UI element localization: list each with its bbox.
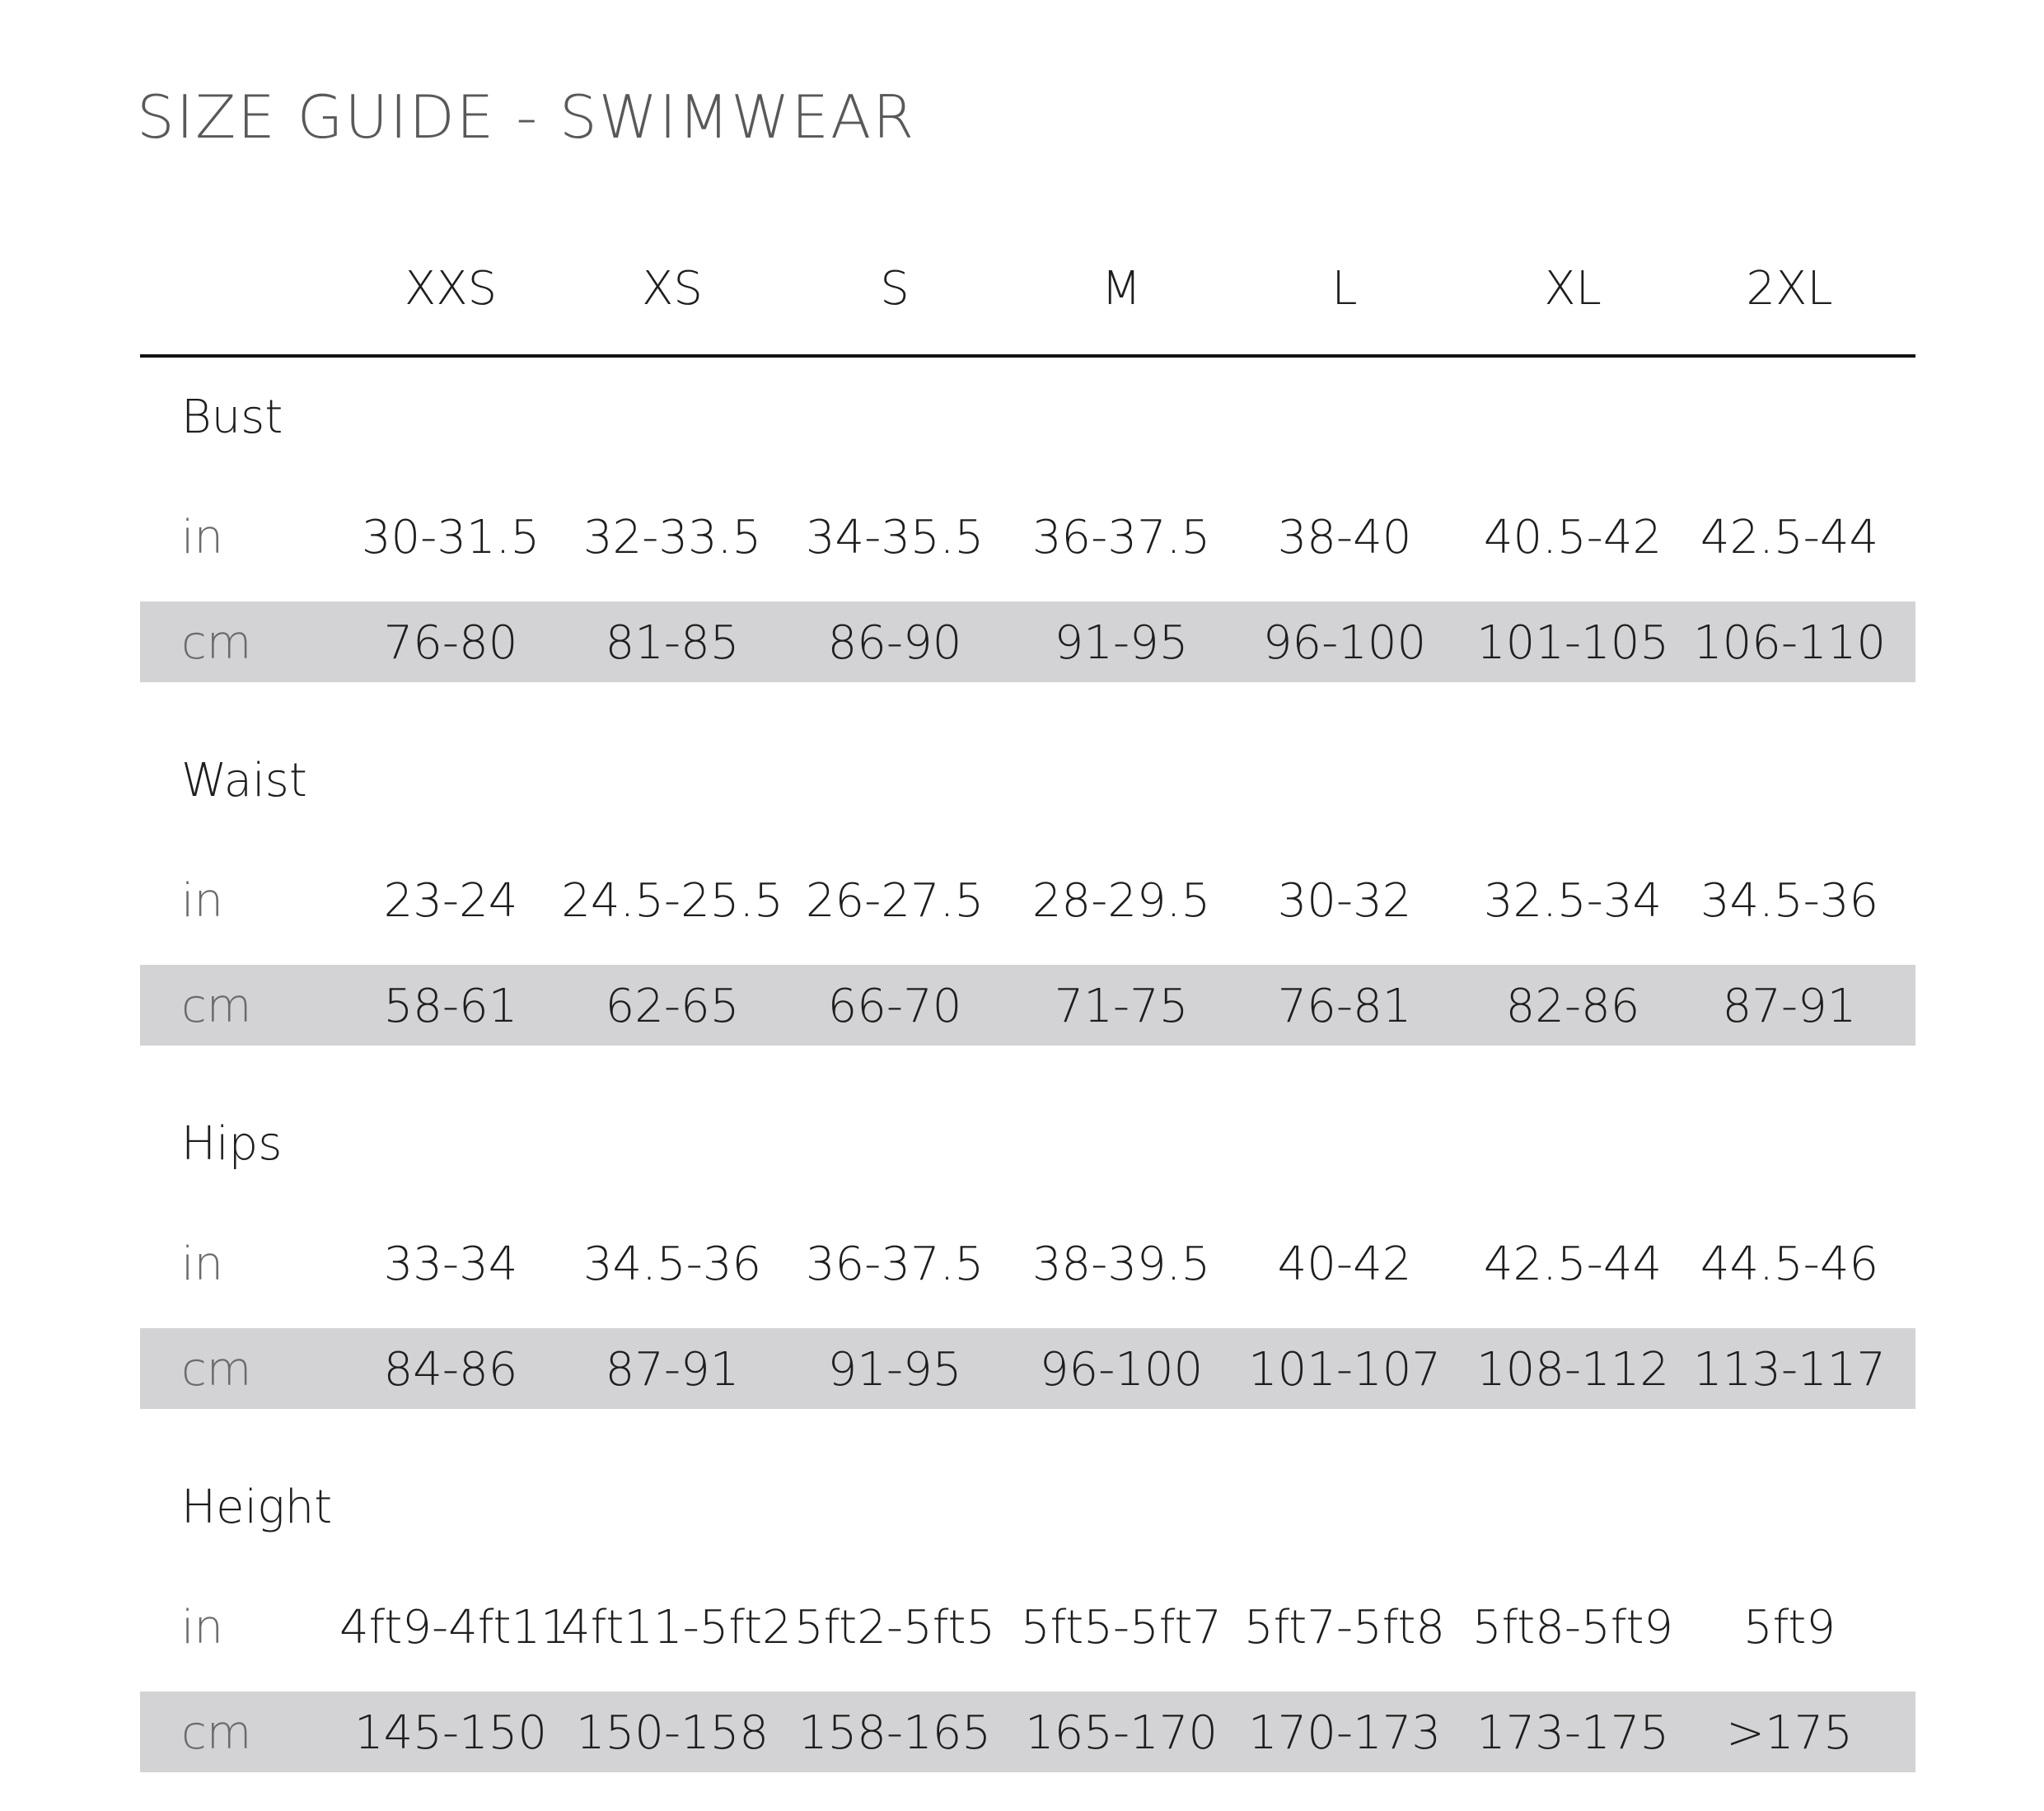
value-cell: 44.5-46: [1700, 1238, 1879, 1291]
inches-row: [140, 1223, 1915, 1303]
size-header-cell: M: [1101, 262, 1142, 316]
value-cell: 5ft7-5ft8: [1243, 1601, 1446, 1654]
unit-label: cm: [181, 1343, 252, 1397]
section-label: Hips: [181, 1117, 283, 1171]
value-cell: 158-165: [798, 1706, 991, 1760]
value-cell: 58-61: [383, 980, 518, 1033]
section-label: Waist: [181, 754, 307, 807]
value-cell: 150-158: [576, 1706, 769, 1760]
value-cell: 62-65: [605, 980, 740, 1033]
value-cell: 33-34: [383, 1238, 518, 1291]
centimeters-row: [140, 1692, 1915, 1772]
value-cell: 96-100: [1262, 616, 1427, 670]
value-cell: 71-75: [1054, 980, 1189, 1033]
size-header-row: [140, 222, 1915, 358]
value-cell: 84-86: [383, 1343, 518, 1397]
size-header-cell: S: [880, 262, 910, 316]
value-cell: 5ft2-5ft5: [793, 1601, 996, 1654]
value-cell: 81-85: [605, 616, 740, 670]
measurement-section-hips: [140, 1084, 1915, 1448]
page-title: SIZE GUIDE - SWIMWEAR: [137, 82, 916, 152]
centimeters-row: [140, 1328, 1915, 1409]
value-cell: 87-91: [1722, 980, 1857, 1033]
value-cell: 170-173: [1248, 1706, 1441, 1760]
value-cell: 30-32: [1277, 874, 1412, 928]
value-cell: 28-29.5: [1031, 874, 1211, 928]
value-cell: 76-81: [1277, 980, 1412, 1033]
measurement-section-height: [140, 1448, 1915, 1811]
value-cell: 165-170: [1025, 1706, 1218, 1760]
value-cell: 5ft8-5ft9: [1471, 1601, 1674, 1654]
inches-row: [140, 859, 1915, 940]
unit-label: in: [181, 511, 224, 564]
value-cell: 34-35.5: [805, 511, 985, 564]
value-cell: 91-95: [1054, 616, 1189, 670]
value-cell: 96-100: [1039, 1343, 1204, 1397]
measurement-section-bust: [140, 358, 1915, 721]
measurement-section-waist: [140, 721, 1915, 1084]
inches-row: [140, 1586, 1915, 1667]
value-cell: 24.5-25.5: [561, 874, 783, 928]
value-cell: 42.5-44: [1700, 511, 1879, 564]
unit-label: cm: [181, 1706, 252, 1760]
size-header-cell: XS: [642, 262, 703, 316]
value-cell: 173-175: [1476, 1706, 1669, 1760]
value-cell: 86-90: [827, 616, 962, 670]
value-cell: 32-33.5: [582, 511, 762, 564]
value-cell: 34.5-36: [1700, 874, 1879, 928]
value-cell: 101-105: [1476, 616, 1669, 670]
unit-label: cm: [181, 980, 252, 1033]
size-header-cell: XL: [1544, 262, 1602, 316]
value-cell: >175: [1726, 1706, 1853, 1760]
value-cell: 91-95: [827, 1343, 962, 1397]
value-cell: 36-37.5: [1031, 511, 1211, 564]
value-cell: 26-27.5: [805, 874, 985, 928]
value-cell: 32.5-34: [1483, 874, 1663, 928]
value-cell: 4ft11-5ft2: [561, 1601, 792, 1654]
value-cell: 106-110: [1693, 616, 1886, 670]
section-label: Height: [181, 1481, 333, 1534]
value-cell: 38-39.5: [1031, 1238, 1211, 1291]
unit-label: in: [181, 1601, 224, 1654]
value-cell: 40-42: [1277, 1238, 1412, 1291]
value-cell: 42.5-44: [1483, 1238, 1663, 1291]
value-cell: 5ft9: [1743, 1601, 1836, 1654]
size-header-cell: XXS: [404, 262, 498, 316]
value-cell: 82-86: [1505, 980, 1640, 1033]
value-cell: 113-117: [1693, 1343, 1886, 1397]
value-cell: 108-112: [1476, 1343, 1669, 1397]
value-cell: 101-107: [1248, 1343, 1441, 1397]
section-label: Bust: [181, 391, 283, 444]
centimeters-row: [140, 601, 1915, 682]
unit-label: in: [181, 1238, 224, 1291]
value-cell: 66-70: [827, 980, 962, 1033]
value-cell: 145-150: [354, 1706, 547, 1760]
value-cell: 30-31.5: [361, 511, 540, 564]
unit-label: cm: [181, 616, 252, 670]
centimeters-row: [140, 965, 1915, 1046]
value-cell: 34.5-36: [582, 1238, 762, 1291]
value-cell: 23-24: [383, 874, 518, 928]
value-cell: 5ft5-5ft7: [1020, 1601, 1223, 1654]
value-cell: 4ft9-4ft11: [339, 1601, 570, 1654]
value-cell: 87-91: [605, 1343, 740, 1397]
size-header-cell: L: [1331, 262, 1358, 316]
size-header-cell: 2XL: [1746, 262, 1833, 316]
size-table: [140, 222, 1915, 1811]
value-cell: 76-80: [383, 616, 518, 670]
unit-label: in: [181, 874, 224, 928]
value-cell: 38-40: [1277, 511, 1412, 564]
inches-row: [140, 496, 1915, 577]
value-cell: 36-37.5: [805, 1238, 985, 1291]
value-cell: 40.5-42: [1483, 511, 1663, 564]
